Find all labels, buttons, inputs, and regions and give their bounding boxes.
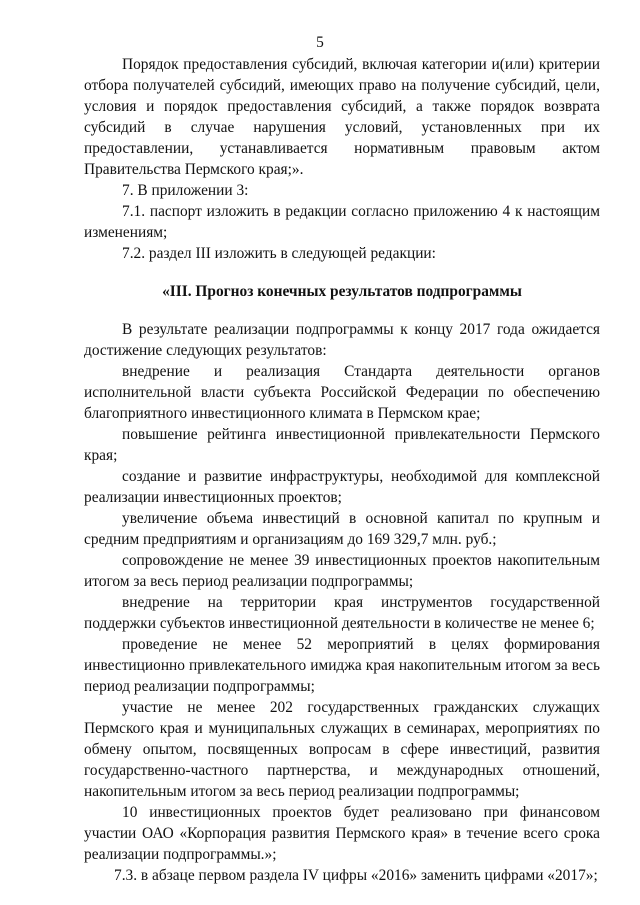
paragraph-item-7-1: 7.1. паспорт изложить в редакции согласно приложению 4 к настоящим изменениям; xyxy=(84,203,600,241)
document-body xyxy=(84,54,600,886)
result-item: увеличение объема инвестиций в основной капитал по крупным и средним предприятиям и организациям до 169 329,7 млн. руб.; xyxy=(84,510,600,548)
paragraph-item-7-3: 7.3. в абзаце первом раздела IV цифры «2016» заменить цифрами «2017»; xyxy=(114,867,598,884)
result-item: создание и развитие инфраструктуры, необходимой для комплексной реализации инвестиционных проектов; xyxy=(84,468,600,506)
result-item: 10 инвестиционных проектов будет реализовано при финансовом участии ОАО «Корпорация развития Пермского края» в течение всего срока реализации подпрограммы.»; xyxy=(84,804,600,863)
result-item: участие не менее 202 государственных гражданских служащих Пермского края и муниципальных служащих в семинарах, мероприятиях по обмену опытом, посвященных вопросам в сфере инвестиций, развития государственно-частного партнерства, и международных отношений, накопительным итогом за весь период реализации подпрограммы; xyxy=(84,699,600,800)
results-intro: В результате реализации подпрограммы к концу 2017 года ожидается достижение следующих результатов: xyxy=(84,321,600,359)
paragraph-subsidy-procedure: Порядок предоставления субсидий, включая категории и(или) критерии отбора получателей субсидий, имеющих право на получение субсидий, цели, условия и порядок предоставления субсидий, а также порядок возврата субсидий в случае нарушения условий, установленных при их предоставлении, устанавливается нормативным правовым актом Правительства Пермского края;». xyxy=(84,56,600,178)
result-item: повышение рейтинга инвестиционной привлекательности Пермского края; xyxy=(84,426,600,464)
paragraph-item-7: 7. В приложении 3: xyxy=(122,182,249,199)
paragraph-item-7-2: 7.2. раздел III изложить в следующей редакции: xyxy=(122,245,436,262)
result-item: внедрение на территории края инструментов государственной поддержки субъектов инвестиционной деятельности в количестве не менее 6; xyxy=(84,594,600,632)
page-number: 5 xyxy=(316,34,324,51)
result-item: внедрение и реализация Стандарта деятельности органов исполнительной власти субъекта Российской Федерации по обеспечению благоприятного инвестиционного климата в Пермском крае; xyxy=(84,363,600,422)
section-heading: «III. Прогноз конечных результатов подпрограммы xyxy=(162,283,522,300)
result-item: проведение не менее 52 мероприятий в целях формирования инвестиционно привлекательного имиджа края накопительным итогом за весь период реализации подпрограммы; xyxy=(84,636,600,695)
result-item: сопровождение не менее 39 инвестиционных проектов накопительным итогом за весь период реализации подпрограммы; xyxy=(84,552,600,590)
